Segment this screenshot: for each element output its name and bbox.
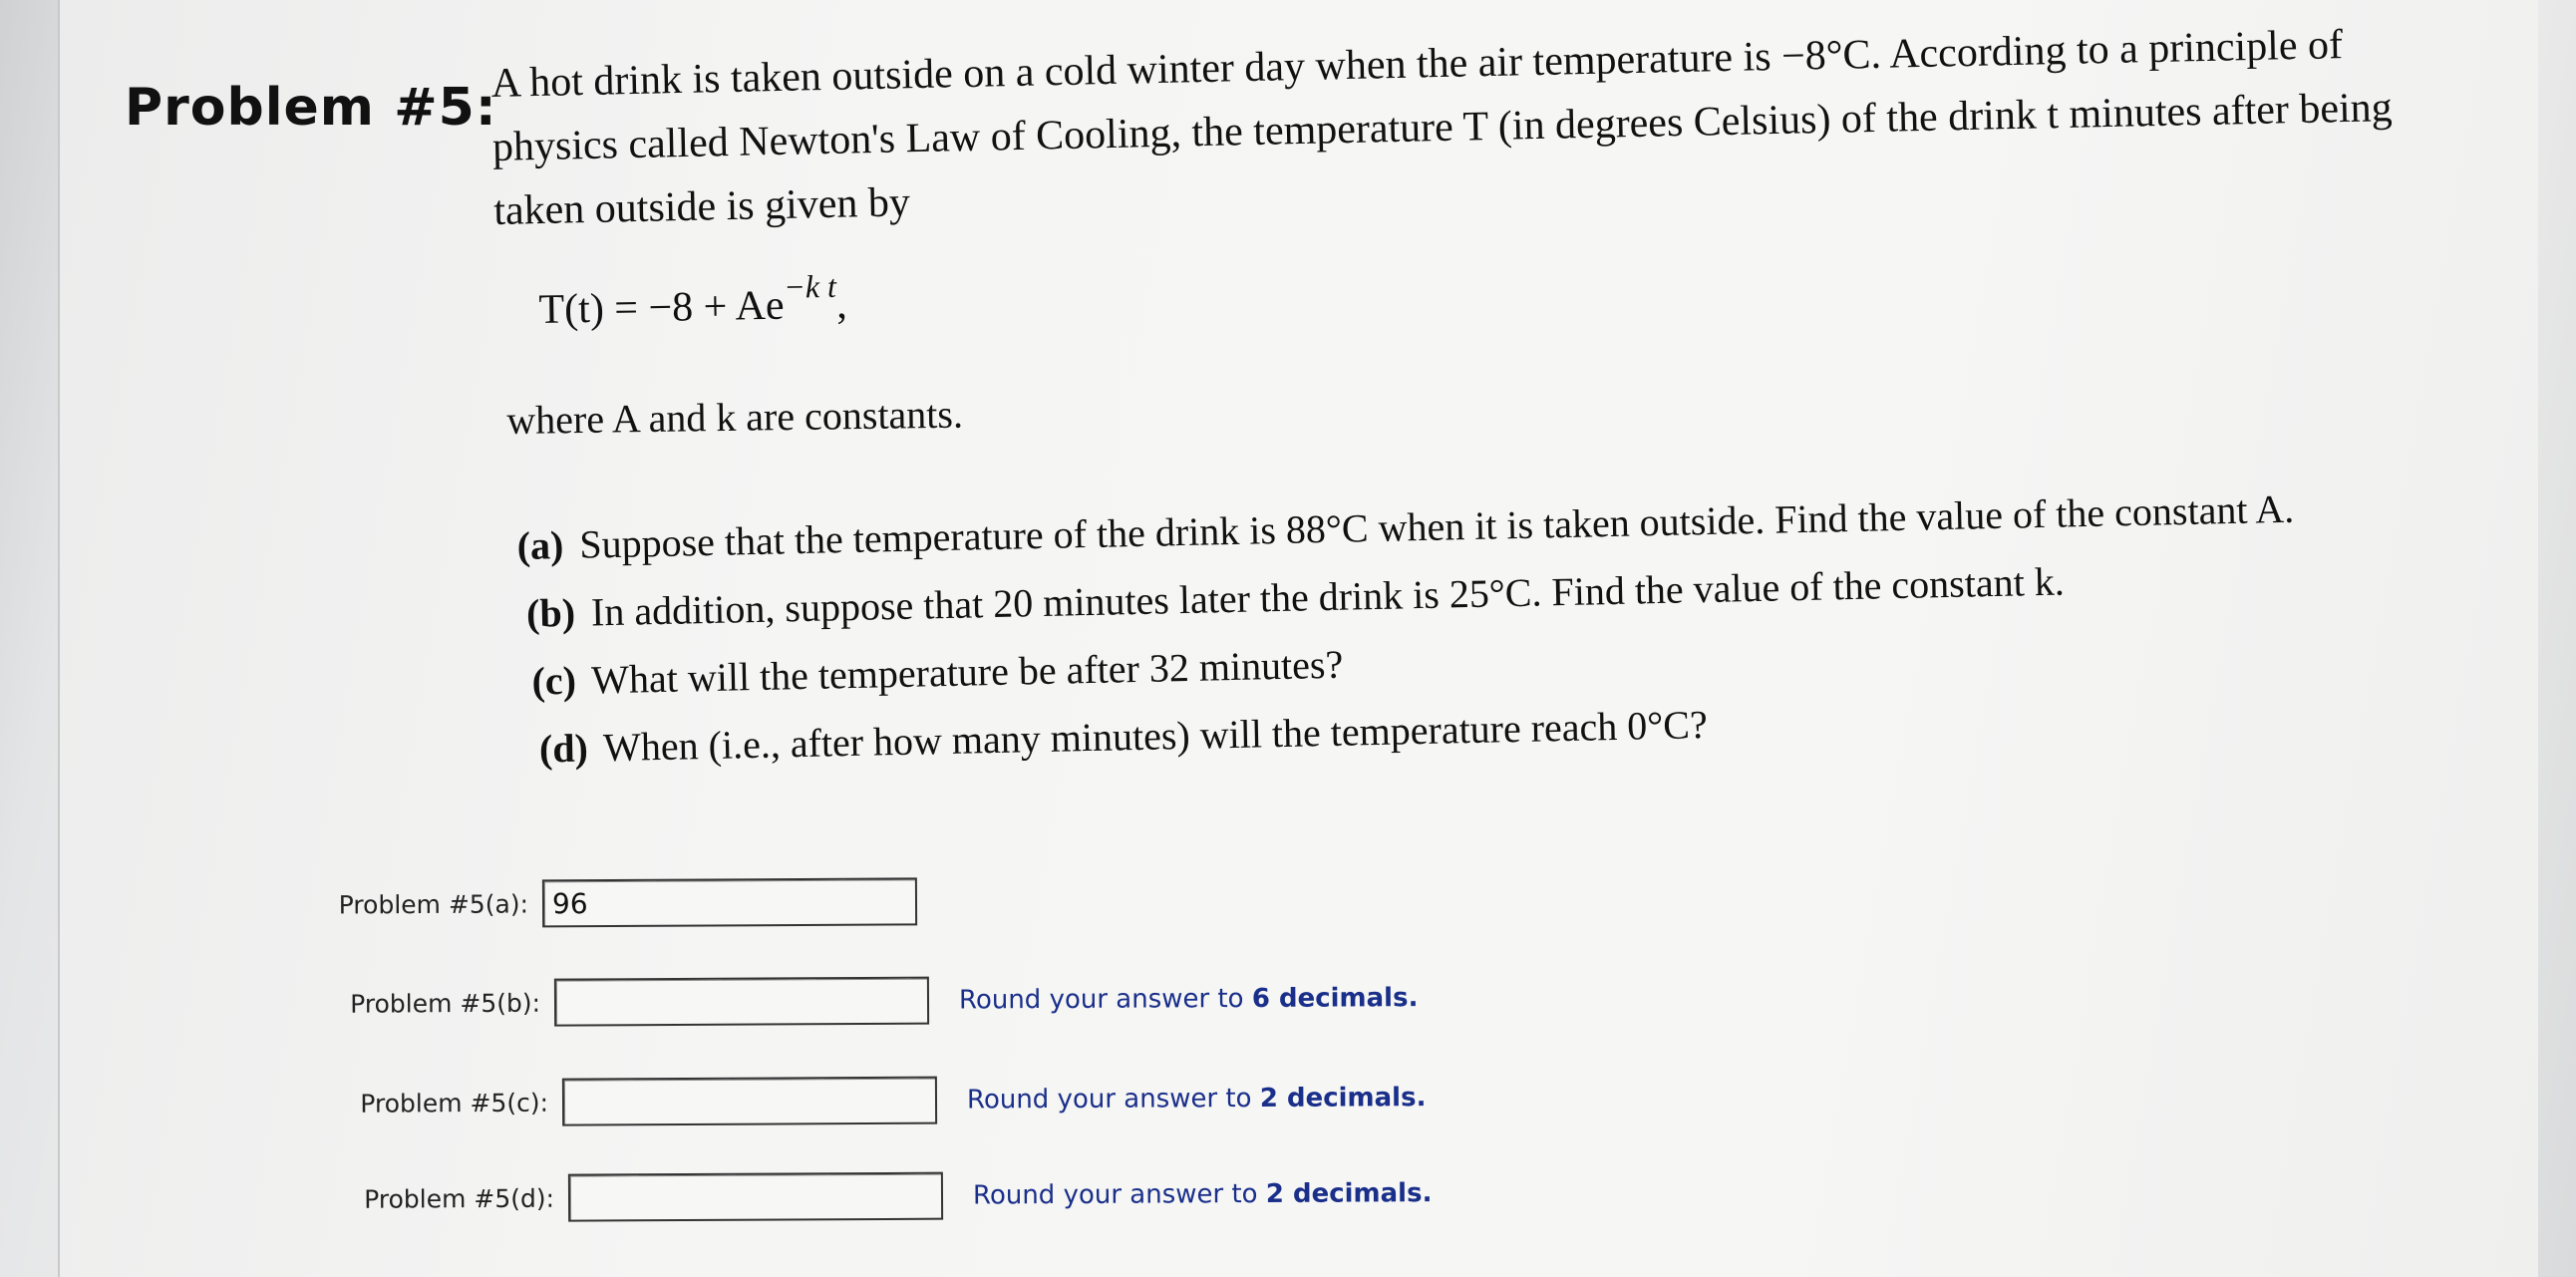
part-c-label: (c) xyxy=(531,657,577,704)
part-c-text: What will the temperature be after 32 minutes? xyxy=(590,641,1344,703)
answer-c-label: Problem #5(c): xyxy=(360,1088,549,1118)
rounding-note-period: . xyxy=(1408,983,1419,1014)
part-d-text: When (i.e., after how many minutes) will the temperature reach 0°C? xyxy=(602,702,1709,771)
answer-d-rounding-note xyxy=(973,1178,1433,1210)
intro-line-2: physics called Newton's Law of Cooling, the temperature T (in degrees Celsius) of the drink t minutes after being xyxy=(491,85,2394,170)
cooling-formula xyxy=(538,267,848,334)
answer-row-b xyxy=(311,972,1419,1030)
answer-b-label: Problem #5(b): xyxy=(350,988,541,1019)
rounding-note-period: . xyxy=(1422,1178,1433,1209)
intro-line-1: A hot drink is taken outside on a cold winter day when the air temperature is −8°C. According to a principle of xyxy=(490,22,2344,107)
formula-base: T(t) = −8 + Ae xyxy=(538,282,785,333)
intro-line-3: taken outside is given by xyxy=(492,179,911,234)
rounding-note-decimals: 2 decimals xyxy=(1259,1083,1417,1114)
answer-row-d xyxy=(325,1167,1433,1225)
problem-heading: Problem #5: xyxy=(125,78,497,138)
answer-row-c xyxy=(319,1072,1427,1129)
answer-c-input[interactable] xyxy=(562,1077,937,1126)
answer-a-input[interactable] xyxy=(542,877,917,927)
answer-row-a xyxy=(299,875,917,930)
part-a-label: (a) xyxy=(516,522,564,568)
constants-note: where A and k are constants. xyxy=(506,391,964,443)
rounding-note-prefix: Round your answer to xyxy=(958,983,1252,1016)
part-b-text: In addition, suppose that 20 minutes later the drink is 25°C. Find the value of the constant k. xyxy=(590,558,2066,635)
formula-exponent: −k t xyxy=(783,267,837,305)
part-b-label: (b) xyxy=(525,589,576,636)
rounding-note-decimals: 6 decimals xyxy=(1251,983,1409,1014)
answer-d-input[interactable] xyxy=(568,1172,943,1222)
rounding-note-prefix: Round your answer to xyxy=(966,1083,1260,1116)
problem-parts xyxy=(516,476,2299,784)
rounding-note-decimals: 2 decimals xyxy=(1265,1178,1423,1209)
answer-c-rounding-note xyxy=(967,1083,1427,1115)
answer-d-label: Problem #5(d): xyxy=(364,1183,555,1214)
answer-b-rounding-note xyxy=(959,983,1419,1015)
rounding-note-period: . xyxy=(1416,1083,1427,1114)
part-a-text: Suppose that the temperature of the drink is 88°C when it is taken outside. Find the value of the constant A. xyxy=(578,485,2295,567)
formula-tail: , xyxy=(835,281,848,328)
rounding-note-prefix: Round your answer to xyxy=(972,1178,1266,1211)
part-d-label: (d) xyxy=(538,725,589,772)
answer-a-label: Problem #5(a): xyxy=(338,888,529,919)
answer-b-input[interactable] xyxy=(554,977,929,1027)
